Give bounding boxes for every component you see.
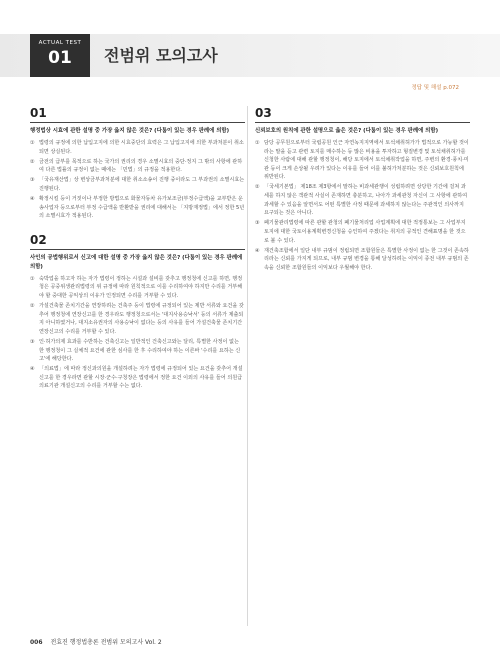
page-number: 006 bbox=[30, 639, 43, 646]
option-marker: ④ bbox=[30, 366, 35, 373]
option-marker: ③ bbox=[30, 177, 35, 184]
option-marker: ② bbox=[30, 158, 35, 165]
option-marker: ② bbox=[255, 184, 260, 191]
option-text: 「국세기본법」 제18조 제3항에서 말하는 비과세관행이 성립하려면 상당한 기간에 걸쳐 과세를 하지 않은 객관적 사실이 존재하면 충분하고, 나아가 과세관청 자신이 그 사항에 관하여 과세할 수 있음을 알면서도 어떤 특별한 사정 때문에 과세하지 않는다는 주관적인 의사까지 요구되는 것은 아니다. bbox=[264, 184, 468, 217]
answer-option bbox=[255, 183, 470, 217]
test-badge bbox=[30, 34, 90, 77]
question-block bbox=[30, 106, 245, 221]
answer-option bbox=[30, 158, 245, 175]
option-text: 인·허가의제 효과를 수반하는 건축신고는 일반적인 건축신고와는 달리, 특별한 사정이 없는 한 행정청이 그 실체적 요건에 관한 심사를 한 후 수리하여야 하는 이른바 '수리를 요하는 신고'에 해당한다. bbox=[39, 339, 241, 363]
answer-option bbox=[255, 247, 470, 273]
option-text: 숙박업을 하고자 하는 자가 법령이 정하는 시설과 설비를 갖추고 행정청에 신고를 하면, 행정청은 공중위생관리법령의 위 규정에 따라 원칙적으로 이를 수리하여야 하지만 수리를 거부해야 할 중대한 공익상의 이유가 인정되면 수리를 거부할 수 있다. bbox=[39, 275, 243, 300]
question-number: 02 bbox=[30, 232, 47, 247]
question-rule bbox=[255, 122, 470, 123]
option-text: 「의료법」에 따라 정신과의원을 개설하려는 자가 법령에 규정되어 있는 요건을 갖추어 개설신고를 한 경우라면 관할 시장·군수·구청장은 법령에서 정한 요건 이외의 사유를 들어 의원급 의료기관 개설신고의 수리를 거부할 수는 없다. bbox=[39, 366, 243, 390]
answer-option bbox=[30, 338, 245, 364]
column-divider bbox=[247, 106, 248, 626]
question-stem: 사인의 공법행위로서 신고에 대한 설명 중 가장 옳지 않은 것은? (다툼이 있는 경우 판례에 의함) bbox=[30, 254, 243, 270]
answer-option bbox=[30, 195, 245, 221]
question-number: 03 bbox=[255, 106, 272, 120]
answer-reference: 정답 및 해설 p.072 bbox=[411, 85, 459, 91]
option-text: 가설건축물 존치기간을 연장하려는 건축주 등이 법령에 규정되어 있는 제반 서류와 요건을 갖추어 행정청에 연장신고를 한 경우라도 행정청으로서는 '대지사용승낙서' 등의 서류가 제출되지 아니하였거나, 대지소유권자의 사용승낙이 없다는 등의 사유를 들어 가설건축물 존치기간 연장신고의 수리를 거부할 수 있다. bbox=[39, 303, 244, 335]
option-text: 확정시킬 등이 거짓이나 부정한 방법으로 화물자동차 유가보조금(부정수급액)을 교부받은 운송사업자 등으로부터 부정 수급액을 반환받을 권리에 대해서는 「지방재정법」에서 정한 5년의 소멸시효가 적용된다. bbox=[39, 196, 245, 220]
question-block bbox=[255, 106, 470, 272]
question-rule bbox=[30, 249, 245, 250]
option-marker: ③ bbox=[255, 220, 260, 227]
option-marker: ② bbox=[30, 303, 35, 310]
footer-text: 전효진 행정법총론 전범위 모의고사 Vol. 2 bbox=[50, 639, 162, 646]
question-stem: 행정법상 시효에 관한 설명 중 가장 옳지 않은 것은? (다툼이 있는 경우 판례에 의함) bbox=[30, 128, 230, 134]
question-stem: 신뢰보호의 원칙에 관한 설명으로 옳은 것은? (다툼이 있는 경우 판례에 의함) bbox=[255, 128, 439, 134]
option-text: 금전의 급부를 목적으로 하는 국가의 권리의 경우 소멸시효의 중단·정지 그 밖의 사항에 관하여 다른 법률의 규정이 없는 때에는 「민법」의 규정을 적용한다. bbox=[39, 158, 243, 174]
question-number: 01 bbox=[30, 106, 47, 120]
option-marker: ④ bbox=[30, 196, 35, 203]
test-header bbox=[0, 34, 500, 77]
page-footer bbox=[30, 637, 162, 646]
question-rule bbox=[30, 122, 245, 123]
question-block bbox=[30, 233, 245, 391]
option-text: 법령의 규정에 의한 납입고지에 의한 시효중단의 효력은 그 납입고지에 의한 부과처분이 취소되면 상실된다. bbox=[39, 140, 244, 155]
answer-option bbox=[30, 139, 245, 156]
answer-option bbox=[255, 219, 470, 245]
option-marker: ③ bbox=[30, 339, 35, 345]
option-text: 재건축조합에서 일단 내부 규범이 정립되면 조합원들은 특별한 사정이 없는 한 그것이 존속하리라는 신뢰를 가지게 되므로, 내부 규범 변경을 통해 달성하려는 이익이 종전 내부 규범의 존속을 신뢰한 조합원들의 이익보다 우월해야 한다. bbox=[264, 247, 469, 271]
test-number: 01 bbox=[48, 48, 72, 68]
option-text: 「국유재산법」상 변상금부과처분에 대한 취소소송이 진행 중이라도 그 부과권의 소멸시효는 진행된다. bbox=[39, 177, 245, 192]
answer-option bbox=[255, 139, 470, 182]
answer-option bbox=[30, 302, 245, 336]
option-marker: ① bbox=[255, 140, 260, 146]
option-marker: ④ bbox=[255, 247, 260, 254]
right-column bbox=[255, 106, 470, 284]
page-title: 전범위 모의고사 bbox=[104, 46, 218, 65]
test-label: ACTUAL TEST bbox=[38, 40, 82, 46]
answer-option bbox=[30, 365, 245, 391]
answer-option bbox=[30, 275, 245, 301]
option-text: 폐기물관리법령에 따른 관할 관청의 폐기물처리업 사업계획에 대한 적정통보는 그 사업부지 토지에 대한 국토이용계획변경신청을 승인하여 주겠다는 취지의 공적인 견해표명을 한 것으로 볼 수 있다. bbox=[264, 220, 466, 244]
left-column bbox=[30, 106, 245, 403]
option-marker: ① bbox=[30, 275, 35, 282]
answer-option bbox=[30, 176, 245, 193]
option-text: 담당 공무원으로부터 국립공원 인근 자연녹지지역에서 토석채취허가가 법적으로 가능할 것이라는 말을 듣고 관련 토지를 매수하는 등 많은 비용을 투자하고 형질변경 및 토석채취허가를 신청한 사람에 대해 관할 행정청이, 해당 토지에서 토석채취작업을 하면, 주변의 환경·풍치·미관 등이 크게 손상될 우려가 있다는 이유를 들어 이를 불허가처분하는 것은 신뢰보호원칙에 위반된다. bbox=[264, 140, 469, 181]
option-marker: ① bbox=[30, 140, 35, 146]
